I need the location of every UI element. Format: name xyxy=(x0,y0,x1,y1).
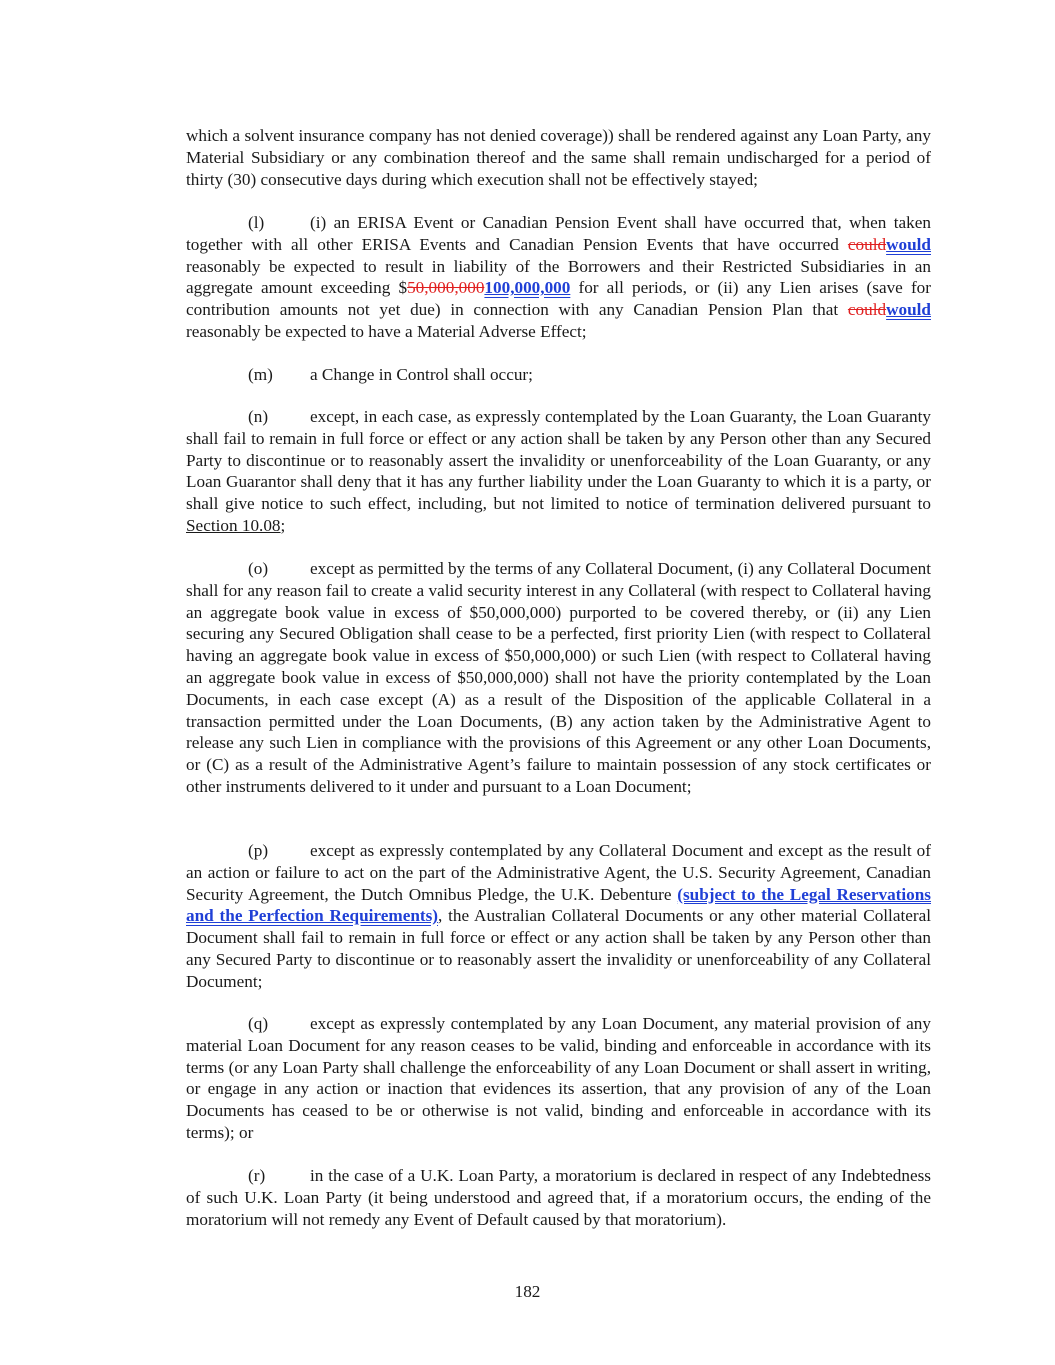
paragraph-k-continuation xyxy=(186,125,931,190)
section-reference: Section 10.08 xyxy=(186,515,281,535)
clause-label: (o) xyxy=(248,559,269,578)
paragraph-text: except as expressly contemplated by any Collateral Document and except as the result of an action or failure to act on the part of the Administrative Agent, the U.S. Security Agreement, Canadian Security Agreement, the Dutch Omnibus Pledge, the U.K. Debenture xyxy=(186,841,931,904)
clause-label: (m) xyxy=(248,365,273,384)
paragraph-o xyxy=(186,558,931,798)
paragraph-l xyxy=(186,212,931,343)
paragraph-r xyxy=(186,1165,931,1230)
paragraph-text: reasonably be expected to have a Material Adverse Effect; xyxy=(186,321,587,341)
paragraph-text: for all periods, or (ii) any Lien arises (save for contribution amounts not yet due) in connection with any Canadian Pension Plan that xyxy=(186,278,932,320)
paragraph-text: except as expressly contemplated by any Loan Document, any material provision of any material Loan Document for any reason ceases to be valid, binding and enforceable in accordance with its terms (or any Loan Party shall challenge the enforceability of any Loan Document or shall assert in writing, or engage in any action or inaction that evidences its assertion, that any provision of any of the Loan Documents has ceased to be or otherwise is not valid, binding and enforceable in accordance with its terms); or xyxy=(186,1014,931,1142)
paragraph-text: except as permitted by the terms of any Collateral Document, (i) any Collateral Document shall for any reason fail to create a valid security interest in any Collateral (with respect to Collateral having an aggregate book value in excess of $50,000,000) purported to be covered thereby, or (ii) any Lien securing any Secured Obligation shall cease to be a perfected, first priority Lien (with respect to Collateral having an aggregate book value in excess of $50,000,000) or such Lien (with respect to Collateral having an aggregate book value in excess of $50,000,000) shall not have the priority contemplated by the Loan Documents, in each case except (A) as a result of the Disposition of the applicable Collateral in a transaction permitted under the Loan Documents, (B) any action taken by the Administrative Agent to release any such Lien in compliance with the provisions of this Agreement or any other Loan Documents, or (C) as a result of the Administrative Agent’s failure to maintain possession of any stock certificates or other instruments delivered to it under and pursuant to a Loan Document; xyxy=(186,559,931,796)
deleted-text: 50,000,000 xyxy=(407,278,485,298)
inserted-text: would xyxy=(886,300,931,320)
clause-label: (r) xyxy=(248,1166,266,1185)
paragraph-m xyxy=(186,364,931,386)
inserted-text: (subject to the Legal Reservations and the Perfection Requirements) xyxy=(186,884,931,926)
paragraph-q xyxy=(186,1013,931,1144)
paragraph-text: a Change in Control shall occur; xyxy=(310,365,533,384)
paragraph-text: , the Australian Collateral Documents or any other material Collateral Document shall fail to remain in full force or effect or any action shall be taken by any Person other than any Secured Party to discontinue or to reasonably assert the invalidity or unenforceability of any Collateral Document; xyxy=(186,906,931,991)
inserted-text: would xyxy=(886,234,931,254)
deleted-text: could xyxy=(847,234,887,254)
page-number: 182 xyxy=(514,1282,541,1301)
clause-label: (q) xyxy=(248,1014,269,1033)
inserted-text: 100,000,000 xyxy=(484,278,571,298)
paragraph-n xyxy=(186,406,931,537)
paragraph-text: ; xyxy=(280,515,286,535)
paragraph-p xyxy=(186,840,931,993)
paragraph-text: except, in each case, as expressly contemplated by the Loan Guaranty, the Loan Guaranty shall fail to remain in full force or effect or any action shall be taken by any Person other than any Secured Party to discontinue or to reasonably assert the invalidity or unenforceability of the Loan Guaranty, or any Loan Guarantor shall deny that it has any further liability under the Loan Guaranty to which it is a party, or shall give notice to such effect, including, but not limited to notice of termination delivered pursuant to xyxy=(186,407,931,514)
paragraph-text: in the case of a U.K. Loan Party, a moratorium is declared in respect of any Indebtedness of such U.K. Loan Party (it being understood and agreed that, if a moratorium occurs, the ending of the moratorium will not remedy any Event of Default caused by that moratorium). xyxy=(186,1166,931,1229)
clause-label: (n) xyxy=(248,407,269,426)
deleted-text: could xyxy=(847,300,887,320)
clause-label: (p) xyxy=(248,841,269,860)
clause-label: (l) xyxy=(248,213,265,232)
paragraph-text: which a solvent insurance company has not denied coverage)) shall be rendered against any Loan Party, any Material Subsidiary or any combination thereof and the same shall remain undischarged for a period of thirty (30) consecutive days during which execution shall not be effectively stayed; xyxy=(186,126,931,189)
paragraph-text: reasonably be expected to result in liability of the Borrowers and their Restricted Subsidiaries in an aggregate amount exceeding $ xyxy=(186,256,931,298)
paragraph-text: (i) an ERISA Event or Canadian Pension Event shall have occurred that, when taken together with all other ERISA Events and Canadian Pension Events that have occurred xyxy=(186,213,931,254)
